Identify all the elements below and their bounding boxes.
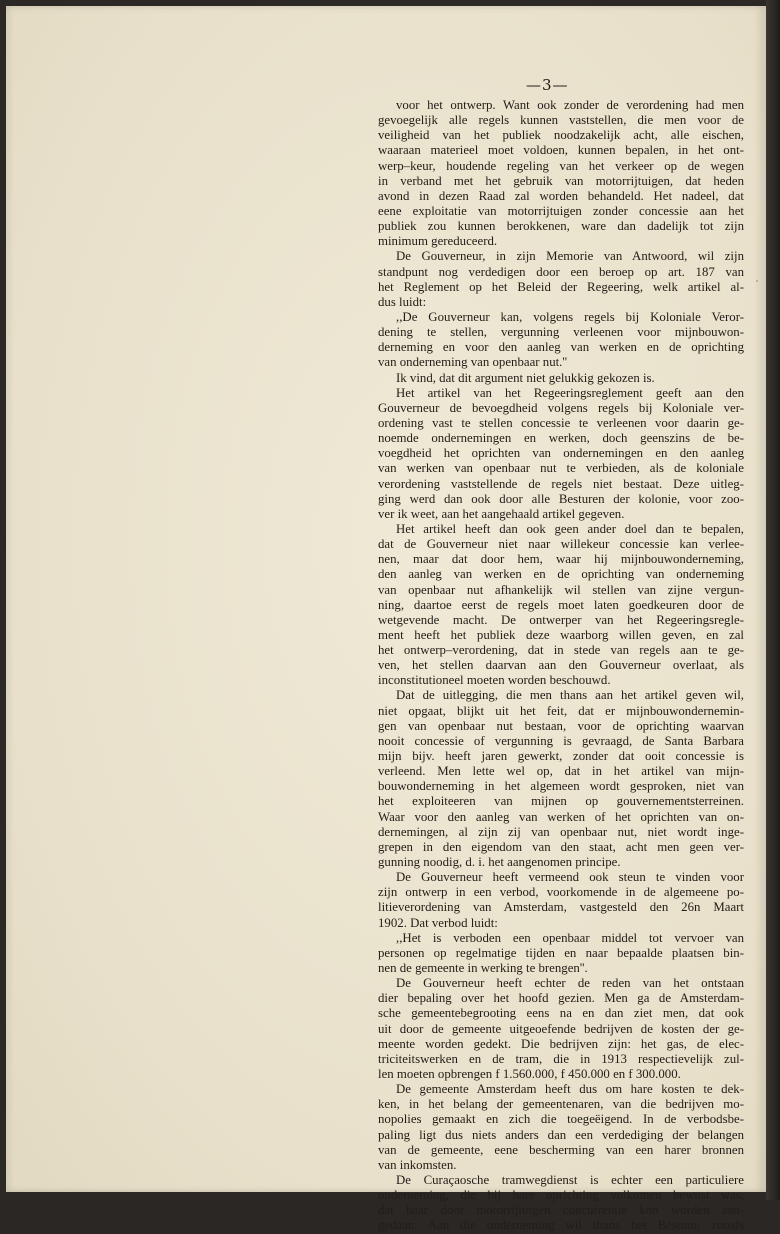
text-line: len moeten opbrengen f 1.560.000, f 450.000 en f 300.000.	[378, 1067, 681, 1081]
text-line: van openbaar nut afhankelijk wil stellen van zijne vergun-	[378, 582, 744, 597]
text-line: dernemingen, al zijn zij van openbaar nut, niet wordt inge-	[378, 824, 744, 839]
paragraph	[378, 1082, 744, 1173]
text-line: Ik vind, dat dit argument niet gelukkig gekozen is.	[396, 370, 655, 385]
text-line: ,,Het is verboden een openbaar middel tot vervoer van	[396, 930, 744, 945]
paragraph	[378, 371, 744, 386]
text-line: De Gouverneur heeft echter de reden van het ontstaan	[396, 976, 744, 991]
text-line: van onderneming van openbaar nut.''	[378, 355, 568, 370]
text-line: ging werd dan ook door alle Besturen der kolonie, voor zoo-	[378, 491, 744, 506]
text-line: voegdheid het oprichten van ondernemingen en den aanleg	[378, 446, 744, 461]
text-line: paling ligt dus niets anders dan een verdediging der belangen	[378, 1127, 744, 1142]
paragraph	[378, 870, 744, 931]
paragraph	[378, 98, 744, 249]
text-line: minimum gereduceerd.	[378, 234, 498, 249]
text-line: sche gemeentebegrooting eens na en dan ziet men, dat ook	[378, 1006, 744, 1021]
paper-speck	[756, 280, 758, 282]
text-line: ,,De Gouverneur kan, volgens regels bij Koloniale Veror-	[396, 309, 744, 324]
text-line: veiligheid van het publiek noodzakelijk acht, alle eischen,	[378, 128, 744, 143]
text-line: ken, in het belang der gemeentenaren, van die bedrijven mo-	[378, 1097, 744, 1112]
text-line: noemde ondernemingen en werken, doch geenszins de be-	[378, 431, 744, 446]
text-line: voor het ontwerp. Want ook zonder de verordening had men	[396, 98, 744, 112]
page-edge-shadow	[766, 0, 780, 1200]
text-line: De gemeente Amsterdam heeft dus om hare kosten te dek-	[396, 1082, 744, 1097]
text-line: zijn ontwerp in een verbod, voorkomende in de algemeene po-	[378, 885, 744, 900]
text-line: gen van openbaar nut bestaan, voor de oprichting waarvan	[378, 718, 744, 733]
text-line: ver ik weet, aan het aangehaald artikel gegeven.	[378, 506, 625, 521]
text-line: derneming en voor den aanleg van werken en de oprichting	[378, 340, 744, 355]
text-line: nooit concessie of vergunning is gevraagd, de Santa Barbara	[378, 733, 744, 748]
text-line: van werken van openbaar nut te verbieden, als de koloniale	[378, 461, 744, 476]
text-line: bouwonderneming in het algemeen wordt gesproken, niet van	[378, 779, 744, 794]
text-line: van inkomsten.	[378, 1157, 457, 1172]
text-line: in verband met het gebruik van motorrijtuigen, dat heden	[378, 173, 744, 188]
text-line: gunning noodig, d. i. het aangenomen principe.	[378, 855, 621, 870]
text-line: waaraan materieel moet voldoen, kunnen bepalen, in het ont-	[378, 143, 744, 158]
text-line: ning, daartoe eerst de regels moet laten goedkeuren door de	[378, 597, 744, 612]
text-line: Het artikel van het Regeeringsreglement geeft aan den	[396, 385, 744, 400]
text-line: litieverordening van Amsterdam, vastgesteld den 26n Maart	[378, 900, 744, 915]
paragraph	[378, 688, 744, 870]
text-line: verordening vaststellende de regels niet bestaat. Deze uitleg-	[378, 476, 744, 491]
text-line: gevoegelijk alle regels kunnen vaststellen, die men voor de	[378, 113, 744, 128]
text-line: De Gouverneur heeft vermeend ook steun te vinden voor	[396, 870, 744, 885]
text-line: nen de gemeente in werking te brengen''.	[378, 961, 588, 976]
body-text-column	[378, 98, 744, 1234]
text-line: het Reglement op het Beleid der Regeering, welk artikel al-	[378, 279, 744, 294]
text-line: personen op regelmatige tijden en naar bepaalde plaatsen bin-	[378, 945, 744, 960]
text-line: verleend. Men lette wel op, dat in het artikel van mijn-	[378, 764, 744, 779]
text-line: dier bepaling over het hoofd gezien. Men ga de Amsterdam-	[378, 991, 744, 1006]
text-line: eene exploitatie van motorrijtuigen zonder concessie aan het	[378, 203, 744, 218]
text-line: De Gouverneur, in zijn Memorie van Antwoord, wil zijn	[396, 249, 744, 264]
text-line: ordening vast te stellen concessie te verleenen voor daarin ge-	[378, 415, 744, 430]
paragraph	[378, 931, 744, 976]
text-line: avond in dezen Raad zal worden behandeld. Het nadeel, dat	[378, 188, 744, 203]
text-line: het exploiteeren van mijnen op gouvernementsterreinen.	[378, 794, 744, 809]
text-line: werp–keur, houdende regeling van het verkeer op de wegen	[378, 158, 744, 173]
text-line: het ontwerp–verordening, dat in stede van regels aan te ge-	[378, 643, 744, 658]
text-line: Gouverneur de bevoegdheid volgens regels bij Koloniale ver-	[378, 400, 744, 415]
page-number: —3—	[526, 76, 569, 94]
text-line: standpunt nog verdedigen door een beroep op art. 187 van	[378, 264, 744, 279]
text-line: ven, het stellen daarvan aan den Gouverneur overlaat, als	[378, 658, 744, 673]
text-line: mijn bijv. heeft jaren gewerkt, zonder dat ooit concessie is	[378, 749, 744, 764]
text-line: ment heeft het publiek deze waarborg willen geven, en zal	[378, 627, 744, 642]
text-line: den aanleg van werken en de oprichting van onderneming	[378, 567, 744, 582]
paragraph	[378, 976, 744, 1082]
text-line: Waar voor den aanleg van werken of het oprichten van on-	[378, 809, 744, 824]
text-line: van de gemeente, eene bescherming van een harer bronnen	[378, 1142, 744, 1157]
text-line: grepen in den eigendom van den staat, acht men geen ver-	[378, 839, 744, 854]
text-line: gedaan. Aan die onderneming wil thans het Bestuur, zooals	[378, 1218, 744, 1233]
text-line: meente worden gedekt. Die bedrijven zijn: het gas, de elec-	[378, 1036, 744, 1051]
paragraph	[378, 1173, 744, 1234]
text-line: uit door de gemeente uitgeoefende bedrijven de kosten der ge-	[378, 1021, 744, 1036]
text-line: publiek zou kunnen berokkenen, ware dan dadelijk tot zijn	[378, 219, 744, 234]
text-line: inconstitutioneel moeten worden beschouwd.	[378, 673, 611, 688]
text-line: dus luidt:	[378, 294, 427, 309]
text-line: wetgevende macht. De ontwerper van het Regeeringsregle-	[378, 612, 744, 627]
text-line: nen, maar dat door hem, waar hij mijnbouwonderneming,	[378, 552, 744, 567]
text-line: Het artikel heeft dan ook geen ander doel dan te bepalen,	[396, 521, 744, 536]
text-line: triciteitswerken en de tram, die in 1913 respectievelijk zul-	[378, 1051, 744, 1066]
paragraph	[378, 310, 744, 371]
text-line: dat de Gouverneur niet naar willekeur concessie kan verlee-	[378, 537, 744, 552]
text-line: niet opgaat, blijkt uit het feit, dat er mijnbouwondernemin-	[378, 703, 744, 718]
text-line: 1902. Dat verbod luidt:	[378, 915, 498, 930]
paragraph	[378, 522, 744, 689]
paragraph	[378, 249, 744, 310]
paragraph	[378, 386, 744, 522]
text-line: Dat de uitlegging, die men thans aan het artikel geven wil,	[396, 688, 744, 703]
text-line: dening te stellen, vergunning verleenen voor mijnbouwon-	[378, 325, 744, 340]
text-line: De Curaçaosche tramwegdienst is echter een particuliere	[396, 1172, 744, 1187]
text-line: dat haar door motorrijtuigen concurrentie kon worden aan-	[378, 1203, 744, 1218]
text-line: nopolies gemaakt en zich die toegeëigend. In de verbodsbe-	[378, 1112, 744, 1127]
text-line: onderneming, die bij hare oprichting volkomen bewust was,	[378, 1188, 744, 1203]
